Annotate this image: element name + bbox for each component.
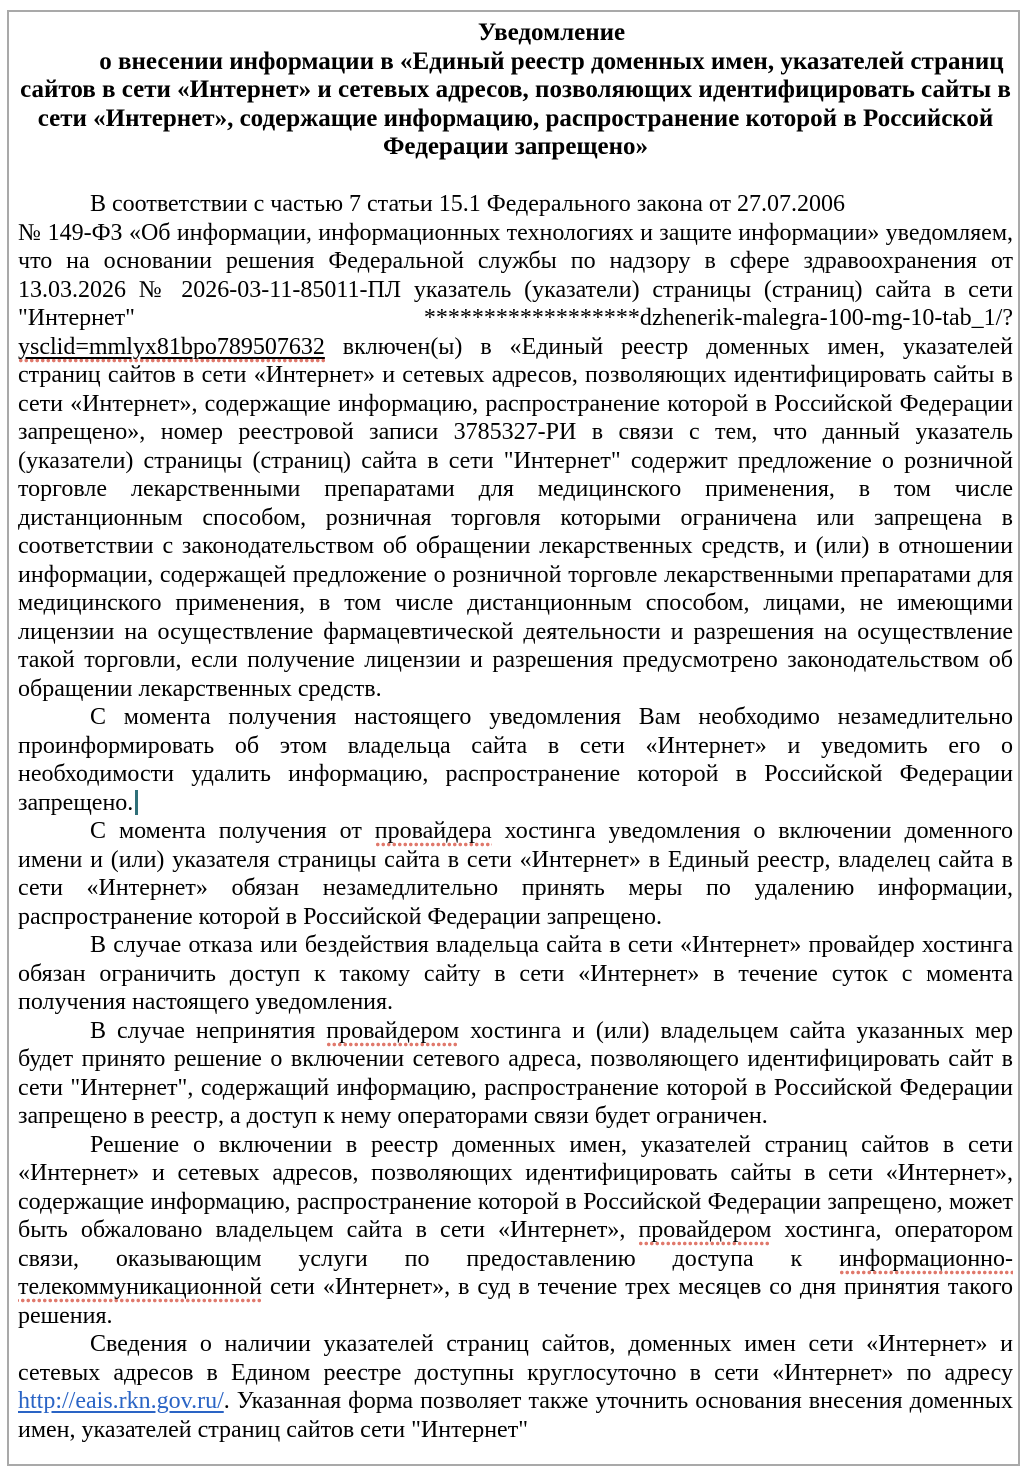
paragraph-legal-basis [18,190,1013,703]
text-cursor [135,790,138,815]
network-address-after: хостинга и (или) владельцем сайта указанных мер будет принято решение о включении сетевого адреса, позволяющего идентифицировать сайт в сети "Интернет", содержащий информацию, распространение которой в Российской Федерации запрещено в реестр, а доступ к нему операторами связи будет ограничен. [18,1017,1013,1129]
registry-info-after-link: . Указанная форма позволяет также уточнить основания внесения доменных имен, указателей страниц сайтов сети "Интернет" [18,1388,1013,1443]
registry-info-before-link: Сведения о наличии указателей страниц сайтов, доменных имен сети «Интернет» и сетевых адресов в Едином реестре доступны круглосуточно в сети «Интернет» по адресу [18,1331,1013,1386]
appeal-part3: сети «Интернет», в суд в течение трех месяцев со дня принятия такого решения. [18,1274,1013,1329]
paragraph-access-restriction [18,931,1013,1017]
misspelled-word-telecom: информационно-телекоммуникационной [18,1246,1013,1304]
ysclid-url-text: ysclid=mmlyx81bpo789507632 [18,334,325,363]
legal-basis-after-url: включен(ы) в «Единый реестр доменных имен, указателей страниц сайтов в сети «Интернет» и сетевых адресов, позволяющих идентифицировать сайты в сети «Интернет», содержащие информацию, распространение которой в Российской Федерации запрещено», номер реестровой записи 3785327-РИ в связи с тем, что данный указатель (указатели) страницы (страниц) сайта в сети "Интернет" содержит предложение о розничной торговле лекарственными препаратами для медицинского применения, в том числе дистанционным способом, розничная торговля которыми ограничена или запрещена в соответствии с законодательством об обращении лекарственных средств, и (или) в отношении информации, содержащей предложение о розничной торговле лекарственными препаратами для медицинского применения, в том числе дистанционным способом, лицами, не имеющими лицензии на осуществление фармацевтической деятельности и разрешения на осуществление такой торговли, если получение лицензии и разрешения предусмотрено законодательством об обращении лекарственных средств. [18,333,1013,702]
paragraph-appeal-rights [18,1131,1013,1331]
access-restriction-text: В случае отказа или бездействия владельца сайта в сети «Интернет» провайдер хостинга обязан ограничить доступ к такому сайту в сети «Интернет» в течение суток с момента получения настоящего уведомления. [18,932,1013,1015]
legal-basis-before-url: № 149-ФЗ «Об информации, информационных технологиях и защите информации» уведомляем, что на основании решения Федеральной службы по надзору в сфере здравоохранения от 13.03.2026 № 2026-03-11-85011-ПЛ указатель (указатели) страницы (страниц) сайта в сети "Интернет" [18,219,1013,331]
network-address-before: В случае непринятия [90,1017,327,1044]
appeal-part2: хостинга, оператором связи, оказывающим услуги по предоставлению доступа к [18,1217,1014,1272]
appeal-part1: Решение о включении в реестр доменных имен, указателей страниц сайтов в сети «Интернет» и сетевых адресов, позволяющих идентифицировать сайты в сети «Интернет», содержащие информацию, распространение которой в Российской Федерации запрещено, может быть обжаловано владельцем сайта в сети «Интернет», [18,1131,1013,1243]
document-page [7,10,1020,1466]
misspelled-word-provider: провайдером [638,1217,771,1246]
provider-duty-before: С момента получения от [90,818,375,844]
eais-registry-link[interactable]: http://eais.rkn.gov.ru/ [18,1388,224,1414]
paragraph-registry-info [18,1330,1013,1444]
masked-url-text: ******************dzhenerik-malegra-100-mg-10-tab_1/? [423,305,1013,331]
misspelled-word-provider: провайдера [375,818,492,847]
notify-owner-text: С момента получения настоящего уведомления Вам необходимо незамедлительно проинформировать об этом владельца сайта в сети «Интернет» и уведомить его о необходимости удалить информацию, распространение которой в Российской Федерации запрещено. [18,704,1013,816]
misspelled-word-provider: провайдером [326,1018,459,1047]
document-title: Уведомление [477,19,626,46]
document-content [18,19,1013,1444]
document-subtitle: о внесении информации в «Единый реестр доменных имен, указателей страниц сайтов в сети «Интернет» и сетевых адресов, позволяющих идентифицировать сайты в сети «Интернет», содержащие информацию, распространение которой в Российской Федерации запрещено» [20,47,1011,160]
paragraph-hosting-provider-duty [18,817,1013,931]
paragraph-network-address-inclusion [18,1017,1013,1131]
provider-duty-after: хостинга уведомления о включении доменного имени и (или) указателя страницы сайта в сети «Интернет» в Единый реестр, владелец сайта в сети «Интернет» обязан незамедлительно принять меры по удалению информации, распространение которой в Российской Федерации запрещено. [18,818,1013,930]
paragraph-notify-owner [18,703,1013,817]
legal-basis-line1: В соответствии с частью 7 статьи 15.1 Федерального закона от 27.07.2006 [90,191,846,217]
